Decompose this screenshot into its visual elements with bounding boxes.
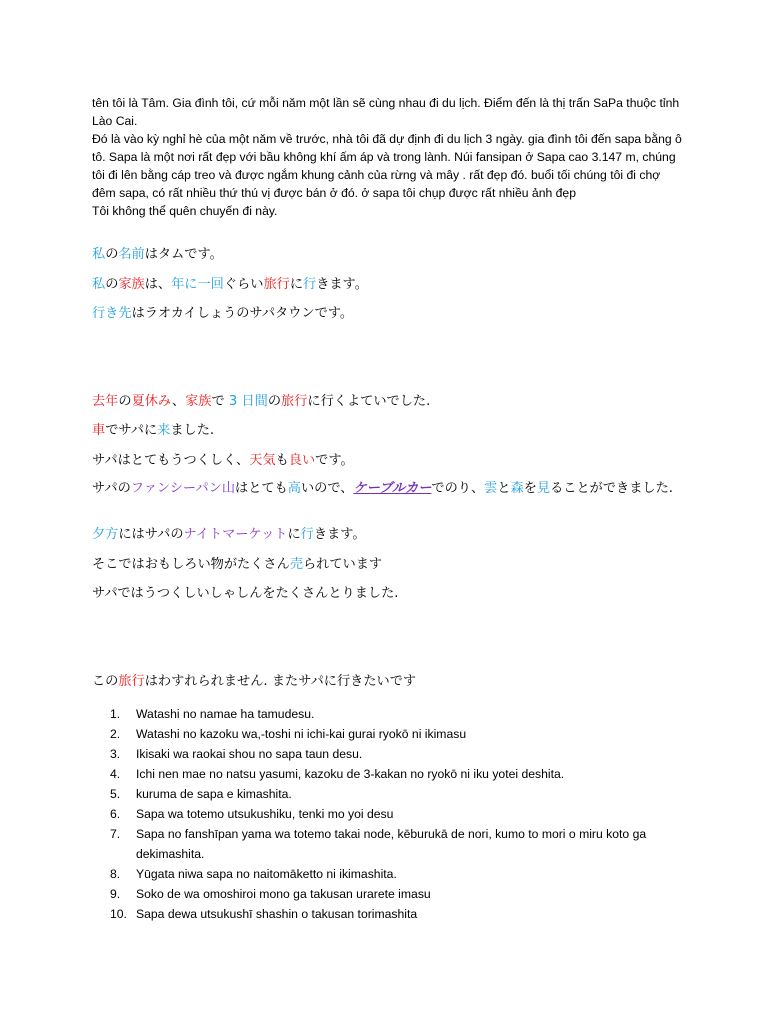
jp-word: 家族 <box>185 394 212 409</box>
jp-word: 旅行 <box>118 674 145 689</box>
list-item-text: Sapa wa totemo utsukushiku, tenki mo yoi desu <box>136 807 394 821</box>
list-item <box>110 824 670 864</box>
list-item-text: Sapa no fanshīpan yama wa totemo takai node, kēburukā de nori, kumo to mori o miru koto ga dekimashita. <box>136 827 647 861</box>
jp-line-10 <box>92 585 692 602</box>
jp-word: 車 <box>92 423 106 438</box>
jp-word: ることができました. <box>550 481 673 496</box>
jp-word: 去年 <box>92 394 119 409</box>
jp-word: 行き先 <box>92 306 132 321</box>
jp-line-3 <box>92 305 692 322</box>
list-item <box>110 864 670 884</box>
jp-word: に <box>287 527 301 542</box>
jp-word: にはサパの <box>118 527 184 542</box>
list-number: 1. <box>110 707 121 721</box>
jp-word: サパの <box>92 481 131 496</box>
jp-line-7 <box>92 480 682 497</box>
jp-word: きます。 <box>316 277 368 292</box>
jp-word: られています <box>303 557 383 572</box>
list-number: 7. <box>110 827 121 841</box>
jp-word: に <box>289 277 303 292</box>
list-number: 4. <box>110 767 121 781</box>
jp-word: 旅行 <box>263 277 290 292</box>
list-item <box>110 804 670 824</box>
jp-word: の <box>105 277 119 292</box>
jp-word: きます。 <box>313 527 366 542</box>
vn-paragraph-2: Đó là vào kỳ nghỉ hè của một năm về trước, nhà tôi đã dự định đi du lịch 3 ngày. gia đình tôi đến sapa bằng ô tô. Sapa là một nơi rất đẹp với bầu không khí ấm áp và trong lành. Núi fansipan ở Sapa cao 3.147 m, chúng tôi đi lên bằng cáp treo và được ngắm khung cảnh của rừng và mây . rất đẹp đó. buổi tối chúng tôi đi chợ đêm sapa, có rất nhiều thứ thú vị được bán ở đó. ở sapa tôi chụp được rất nhiều ảnh đẹp <box>92 132 682 200</box>
jp-word: を <box>523 481 537 496</box>
jp-word: と <box>497 481 511 496</box>
list-item-text: Ichi nen mae no natsu yasumi, kazoku de 3-kakan no ryokō ni iku yotei deshita. <box>136 767 565 781</box>
jp-word: 3 日間 <box>228 394 268 409</box>
jp-word: 、 <box>171 394 186 409</box>
jp-word: そこではおもしろい物がたくさん <box>92 557 290 572</box>
list-number: 6. <box>110 807 121 821</box>
jp-word: 夕方 <box>92 527 119 542</box>
jp-word: 来 <box>157 423 171 438</box>
jp-word: 行 <box>303 277 317 292</box>
jp-word: は、 <box>144 277 172 292</box>
vietnamese-text <box>92 94 682 220</box>
jp-word: 旅行 <box>281 394 308 409</box>
jp-word: に行くよていでした. <box>307 394 431 409</box>
list-item <box>110 704 670 724</box>
list-item-text: Sapa dewa utsukushī shashin o takusan torimashita <box>136 907 418 921</box>
jp-word: 名前 <box>118 247 145 262</box>
jp-word: サパはとてもうつくしく、 <box>92 453 250 468</box>
jp-word: でサパに <box>105 423 158 438</box>
jp-word: ファンシーパン <box>130 481 222 496</box>
romaji-list <box>110 704 670 924</box>
list-item-text: Watashi no kazoku wa,-toshi ni ichi-kai gurai ryokō ni ikimasu <box>136 727 467 741</box>
list-number: 10. <box>110 907 127 921</box>
jp-word: 見 <box>536 481 551 496</box>
list-number: 2. <box>110 727 121 741</box>
jp-word: ました. <box>170 423 215 438</box>
list-item-text: Ikisaki wa raokai shou no sapa taun desu. <box>136 747 363 761</box>
list-item-text: Watashi no namae ha tamudesu. <box>136 707 315 721</box>
list-number: 3. <box>110 747 121 761</box>
list-item <box>110 904 670 924</box>
list-item <box>110 744 670 764</box>
jp-word: この <box>92 674 119 689</box>
jp-line-6 <box>92 452 692 469</box>
list-item <box>110 724 670 744</box>
jp-line-5 <box>92 422 692 439</box>
jp-word: の <box>105 247 119 262</box>
jp-word: はわすれられません. またサパに行きたいです <box>144 674 417 689</box>
jp-word: の <box>267 394 282 409</box>
jp-word: 私 <box>92 247 106 262</box>
jp-line-11 <box>92 673 692 690</box>
jp-word: 山 <box>221 481 236 496</box>
list-item-text: Soko de wa omoshiroi mono ga takusan urarete imasu <box>136 887 431 901</box>
list-item <box>110 884 670 904</box>
cable-car-link[interactable]: ケーブルカー <box>353 481 432 496</box>
vn-paragraph-3: Tôi không thể quên chuyến đi này. <box>92 204 278 218</box>
list-number: 8. <box>110 867 121 881</box>
jp-word: ナイトマーケット <box>183 527 288 542</box>
jp-word: 森 <box>510 481 524 496</box>
jp-word: 売 <box>289 557 303 572</box>
jp-word: はとても <box>235 481 288 496</box>
jp-word: 行 <box>300 527 314 542</box>
jp-word: はラオカイしょうのサパタウンです。 <box>131 306 354 321</box>
list-number: 5. <box>110 787 121 801</box>
jp-line-4 <box>92 393 692 410</box>
jp-word: 夏休み <box>131 394 172 409</box>
jp-word: 雲 <box>484 481 498 496</box>
jp-line-8 <box>92 526 692 543</box>
jp-word: いので、 <box>300 481 354 496</box>
jp-word: 天気 <box>249 453 276 468</box>
jp-line-2 <box>92 276 692 293</box>
list-item-text: Yūgata niwa sapa no naitomāketto ni ikimashita. <box>136 867 397 881</box>
jp-line-1 <box>92 246 692 263</box>
list-number: 9. <box>110 887 121 901</box>
jp-word: でのり、 <box>431 481 485 496</box>
jp-word: はタムです。 <box>144 247 223 262</box>
list-item <box>110 764 670 784</box>
jp-word: 私 <box>92 277 106 292</box>
jp-word: 良い <box>288 453 316 468</box>
jp-line-9 <box>92 556 692 573</box>
jp-word: で <box>211 394 229 409</box>
jp-word: の <box>118 394 132 409</box>
jp-word: ぐらい <box>223 277 264 292</box>
jp-word: 年に一回 <box>171 277 224 292</box>
list-item-text: kuruma de sapa e kimashita. <box>136 787 292 801</box>
jp-word: です。 <box>315 453 354 468</box>
jp-word: も <box>275 453 289 468</box>
jp-word: サパではうつくしいしゃしんをたくさんとりました. <box>92 586 399 601</box>
vn-paragraph-1: tên tôi là Tâm. Gia đình tôi, cứ mỗi năm một lần sẽ cùng nhau đi du lịch. Điểm đến là thị trấn SaPa thuộc tỉnh Lào Cai. <box>92 96 680 128</box>
jp-word: 家族 <box>118 277 145 292</box>
list-item <box>110 784 670 804</box>
jp-word: 高 <box>287 481 301 496</box>
